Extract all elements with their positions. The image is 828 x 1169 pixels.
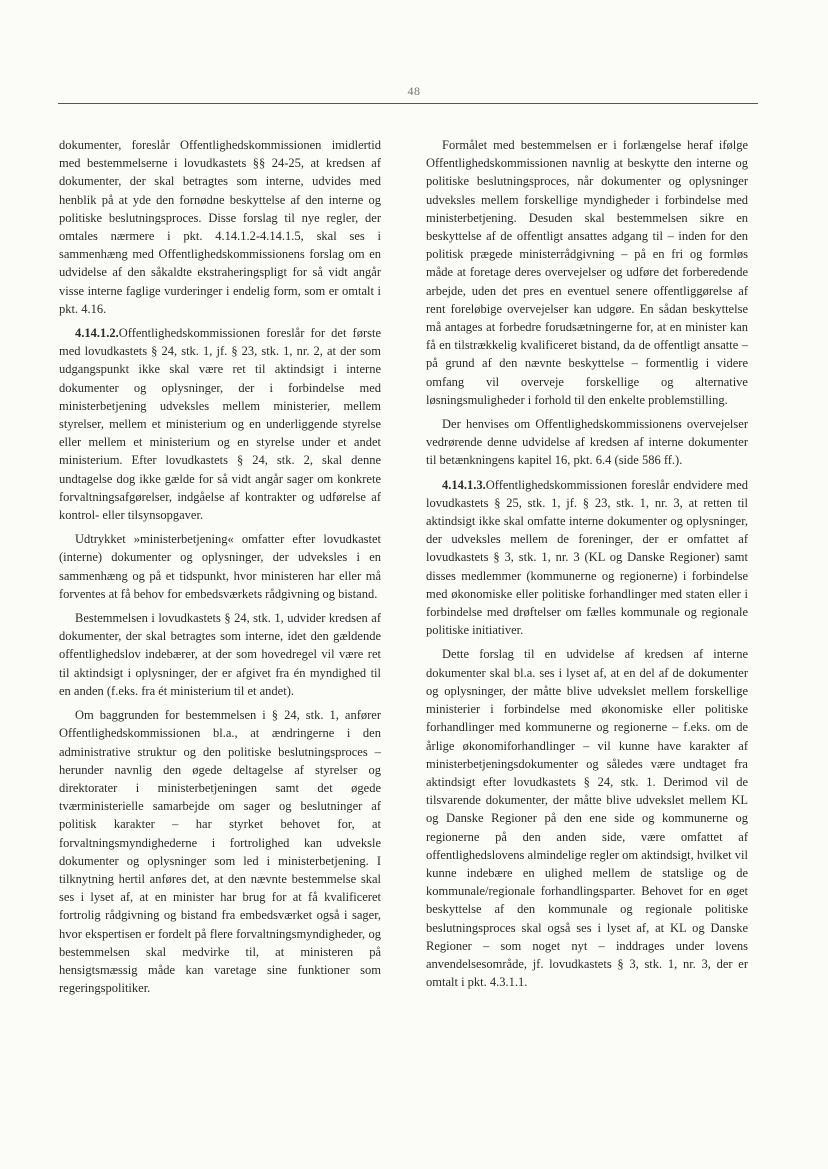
paragraph: Der henvises om Offentlighedskommissionens overvejelser vedrørende denne udvidelse af kredsen af interne dokumenter til betænkningens kapitel 16, pkt. 6.4 (side 586 ff.). [426,417,748,468]
paragraph: Udtrykket »ministerbetjening« omfatter efter lovudkastet (interne) dokumenter og oplysninger, der udveksles i en sammenhæng og på et tidspunkt, hvor ministeren har eller må forventes at få behov for embedsværkets rådgivning og bistand. [59,532,381,601]
paragraph: Bestemmelsen i lovudkastets § 24, stk. 1, udvider kredsen af dokumenter, der skal betragtes som interne, idet den gældende offentlighedslov indebærer, at der som hovedregel vil være ret til aktindsigt i oplysninger, der er afgivet fra én myndighed til en anden (f.eks. fra ét ministerium til et andet). [59,611,381,698]
paragraph-section-4-14-1-2: 4.14.1.2.Offentlighedskommissionen foreslår for det første med lovudkastets § 24, stk. 1, jf. § 23, stk. 1, nr. 2, at der som udgangspunkt ikke skal være ret til aktindsigt i interne dokumenter og oplysninger, der i forbindelse med ministerbetjening udveksles mellem ministerier, mellem styrelser, mellem et ministerium og en underliggende styrelse eller mellem et ministerium og en styrelse under et andet ministerium. Efter lovudkastets § 24, stk. 2, skal denne undtagelse dog ikke gælde for så vidt angår sager om konkrete forvaltningsafgørelser, indgåelse af kontrakter og udførelse af kontrol- eller tilsynsopgaver. [59,326,381,523]
paragraph-section-4-14-1-3: 4.14.1.3.Offentlighedskommissionen foreslår endvidere med lovudkastets § 25, stk. 1, jf. § 23, stk. 1, nr. 3, at retten til aktindsigt ikke skal omfatte interne dokumenter og oplysninger, der udveksles mellem de foreninger, der er omfattet af lovudkastets § 3, stk. 1, nr. 3 (KL og Danske Regioner) samt disses medlemmer (kommunerne og regionerne) i forbindelse med økonomiske eller politiske forhandlinger med staten eller i forbindelse med drøftelser om fælles kommunale og regionale politiske initiativer. [426,477,748,638]
paragraph: Dette forslag til en udvidelse af kredsen af interne dokumenter skal bl.a. ses i lyset af, at en del af de dokumenter og oplysninger, der måtte blive udvekslet mellem forskellige ministerier i forbindelse med økonomiske eller politiske forhandlinger med kommunerne og regionerne – f.eks. om de årlige økonomiforhandlinger – vil kunne have karakter af ministerbetjeningsdokumenter og således være undtaget fra aktindsigt efter lovudkastets § 24, stk. 1. Derimod vil de tilsvarende dokumenter, der måtte blive udvekslet mellem KL og Danske Regioner på den ene side og kommunerne og regionerne på den anden side, være omfattet af offentlighedslovens almindelige regler om aktindsigt, hvilket vil kunne indebære en ulighed mellem de statslige og de kommunale/regionale forhandlingsparter. Behovet for en øget beskyttelse af den kommunale og regionale politiske beslutningsproces skal også ses i lyset af, at KL og Danske Regioner – som noget nyt – inddrages under lovens anvendelsesområde, jf. lovudkastets § 3, stk. 1, nr. 3, der er omtalt i pkt. 4.3.1.1. [426,647,748,990]
paragraph: Om baggrunden for bestemmelsen i § 24, stk. 1, anfører Offentlighedskommissionen bl.a., at ændringerne i den administrative struktur og den politiske beslutningsproces – herunder navnlig den øgede deltagelse af styrelser og direktorater i ministerbetjeningen samt det øgede tværministerielle samarbejde om sager og beslutninger af politisk karakter – har styrket behovet for, at forvaltningsmyndighederne i fortrolighed kan udveksle dokumenter og oplysninger som led i ministerbetjening. I tilknytning hertil anføres det, at den nævnte bestemmelse skal ses i lyset af, at en minister har brug for at få kvalificeret fortrolig rådgivning og bistand fra embedsværket også i sager, hvor ekspertisen er fordelt på flere forvaltningsmyndigheder, og bestemmelsen skal medvirke til, at ministeren på hensigtsmæssig måde kan varetage sine funktioner som regeringspolitiker. [59,708,381,996]
header-rule [58,103,758,104]
page-number: 48 [407,84,421,98]
paragraph: Formålet med bestemmelsen er i forlængelse heraf ifølge Offentlighedskommissionen navnlig at beskytte den interne og politiske beslutningsproces, når dokumenter og oplysninger udveksles mellem forskellige myndigheder i forbindelse med ministerbetjening. Desuden skal bestemmelsen sikre en beskyttelse af de offentligt ansattes adgang til – inden for den politisk prægede ministerrådgivning – på en fri og formløs måde at foretage deres overvejelser og udføre det forberedende arbejde, uden det pres en eventuel senere offentliggørelse af rent foreløbige overvejelser kan udgøre. En sådan beskyttelse må antages at forbedre forudsætningerne for, at en minister kan få en tilstrækkelig kvalificeret bistand, da de offentligt ansatte – på grund af den nævnte beskyttelse – formentlig i videre omfang vil overveje forskellige og alternative løsningsmuligheder i forhold til den enkelte problemstilling. [426,138,748,407]
paragraph: dokumenter, foreslår Offentlighedskommissionen imidlertid med bestemmelserne i lovudkastets §§ 24-25, at kredsen af dokumenter, der skal betragtes som interne, udvides med henblik på at yde den fornødne beskyttelse af den interne og politiske beslutningsproces. Disse forslag til nye regler, der omtales nærmere i pkt. 4.14.1.2-4.14.1.5, skal ses i sammenhæng med Offentlighedskommissionens forslag om en udvidelse af den såkaldte ekstraheringspligt for så vidt angår visse interne faglige vurderinger i endelig form, som er omtalt i pkt. 4.16. [59,138,381,316]
section-number: 4.14.1.2. [75,326,119,341]
right-column [426,136,748,997]
section-number: 4.14.1.3. [442,477,486,492]
left-column [59,136,381,1003]
